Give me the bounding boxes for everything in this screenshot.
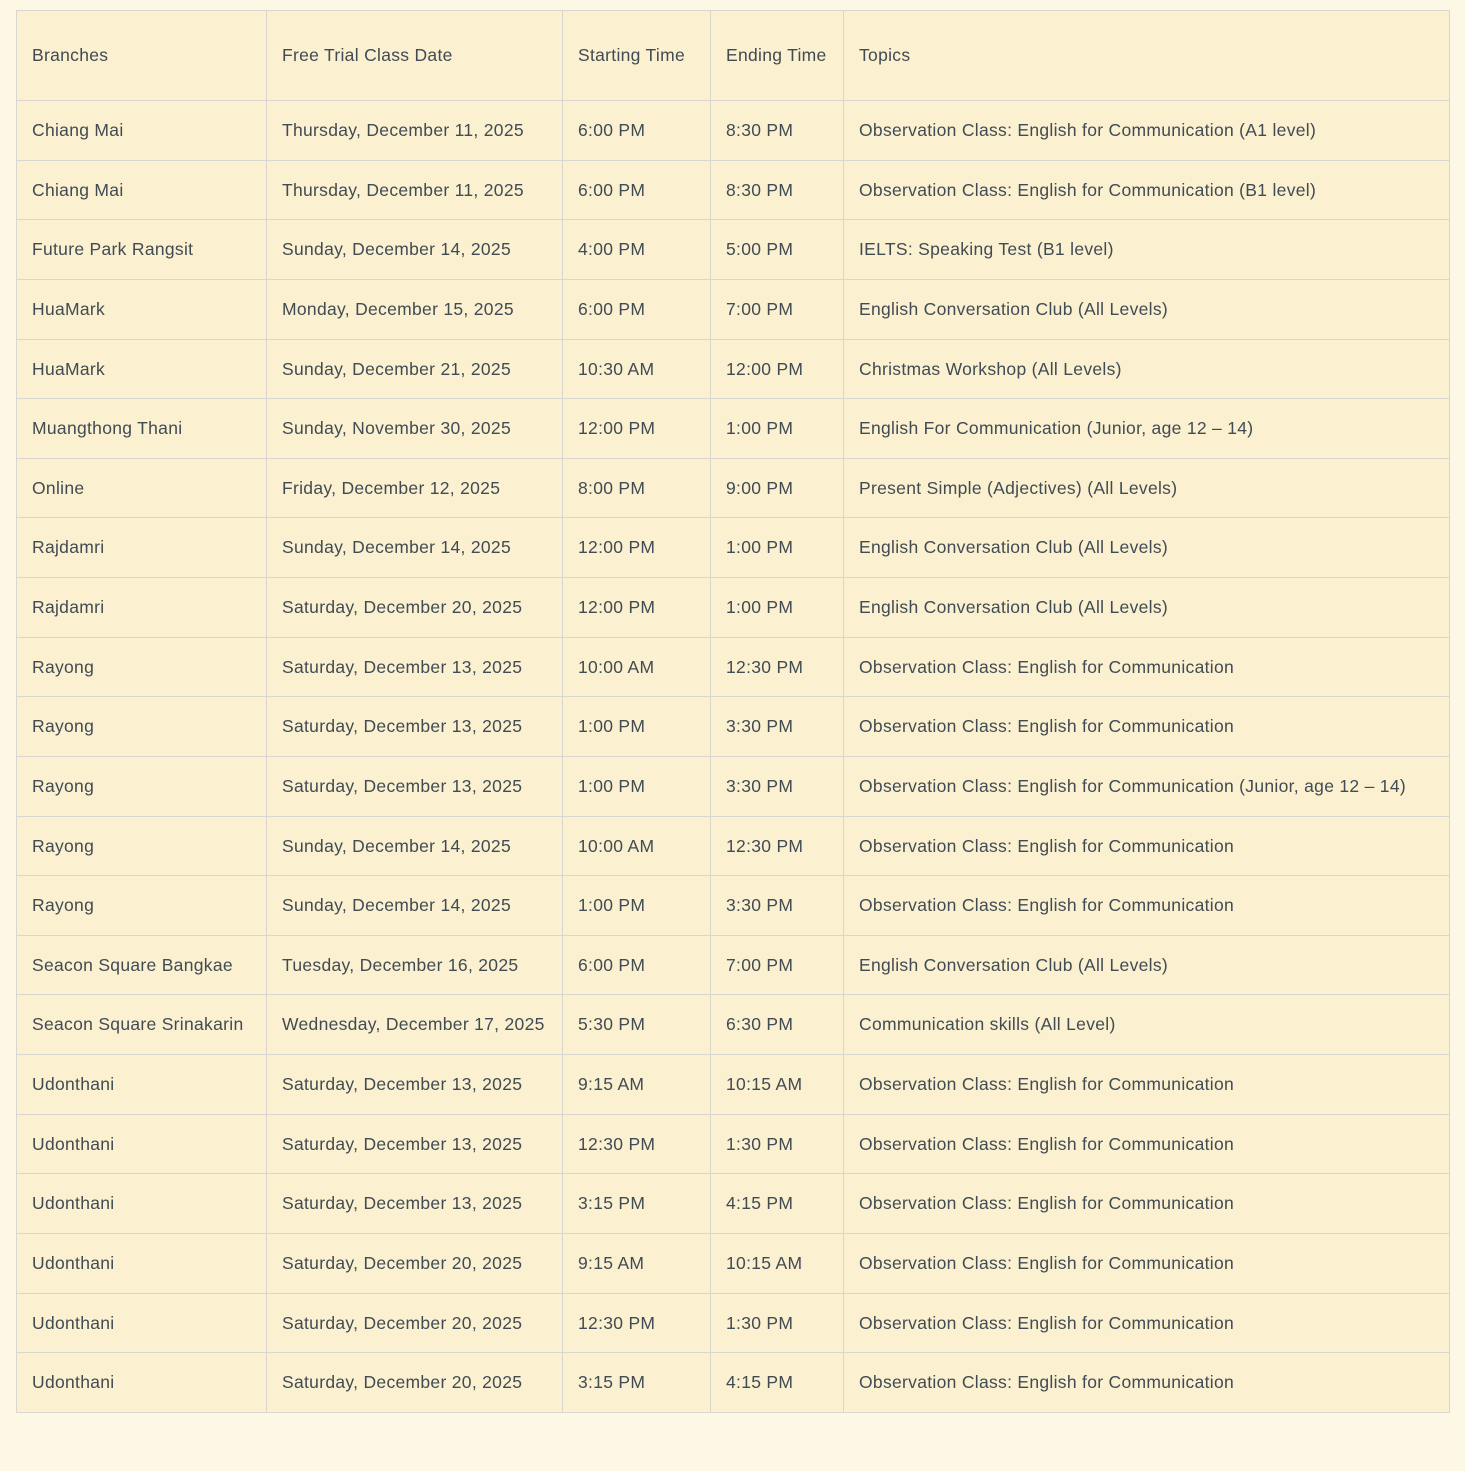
branch-cell: Udonthani (17, 1233, 267, 1293)
end-cell: 5:00 PM (711, 220, 844, 280)
table-row (17, 1174, 1450, 1234)
table-row (17, 637, 1450, 697)
table-row (17, 1114, 1450, 1174)
topic-cell: Observation Class: English for Communication (844, 1174, 1450, 1234)
date-cell: Thursday, December 11, 2025 (267, 101, 563, 161)
topic-cell: English Conversation Club (All Levels) (844, 518, 1450, 578)
start-cell: 10:00 AM (563, 637, 711, 697)
end-cell: 6:30 PM (711, 995, 844, 1055)
start-cell: 6:00 PM (563, 160, 711, 220)
start-cell: 8:00 PM (563, 458, 711, 518)
date-cell: Saturday, December 20, 2025 (267, 1233, 563, 1293)
schedule-table-body (17, 101, 1450, 1413)
topic-cell: English Conversation Club (All Levels) (844, 578, 1450, 638)
column-header-starting-time: Starting Time (563, 11, 711, 101)
start-cell: 6:00 PM (563, 279, 711, 339)
branch-cell: Rajdamri (17, 578, 267, 638)
start-cell: 6:00 PM (563, 935, 711, 995)
topic-cell: Observation Class: English for Communication (844, 1114, 1450, 1174)
start-cell: 3:15 PM (563, 1174, 711, 1234)
date-cell: Sunday, December 14, 2025 (267, 518, 563, 578)
date-cell: Sunday, December 14, 2025 (267, 220, 563, 280)
date-cell: Saturday, December 13, 2025 (267, 637, 563, 697)
end-cell: 4:15 PM (711, 1174, 844, 1234)
branch-cell: Online (17, 458, 267, 518)
topic-cell: Observation Class: English for Communication (Junior, age 12 – 14) (844, 756, 1450, 816)
branch-cell: Seacon Square Srinakarin (17, 995, 267, 1055)
end-cell: 1:00 PM (711, 399, 844, 459)
branch-cell: Rayong (17, 697, 267, 757)
table-row (17, 101, 1450, 161)
start-cell: 12:30 PM (563, 1293, 711, 1353)
column-header-date: Free Trial Class Date (267, 11, 563, 101)
topic-cell: Observation Class: English for Communication (844, 697, 1450, 757)
table-row (17, 279, 1450, 339)
date-cell: Sunday, December 14, 2025 (267, 816, 563, 876)
table-row (17, 1055, 1450, 1115)
date-cell: Saturday, December 13, 2025 (267, 697, 563, 757)
topic-cell: Christmas Workshop (All Levels) (844, 339, 1450, 399)
end-cell: 12:30 PM (711, 816, 844, 876)
start-cell: 5:30 PM (563, 995, 711, 1055)
table-row (17, 160, 1450, 220)
end-cell: 3:30 PM (711, 876, 844, 936)
start-cell: 1:00 PM (563, 697, 711, 757)
table-row (17, 756, 1450, 816)
branch-cell: Seacon Square Bangkae (17, 935, 267, 995)
branch-cell: Muangthong Thani (17, 399, 267, 459)
date-cell: Thursday, December 11, 2025 (267, 160, 563, 220)
header-row (17, 11, 1450, 101)
branch-cell: Udonthani (17, 1114, 267, 1174)
start-cell: 10:30 AM (563, 339, 711, 399)
date-cell: Monday, December 15, 2025 (267, 279, 563, 339)
topic-cell: Observation Class: English for Communication (B1 level) (844, 160, 1450, 220)
end-cell: 9:00 PM (711, 458, 844, 518)
start-cell: 12:00 PM (563, 399, 711, 459)
end-cell: 7:00 PM (711, 279, 844, 339)
date-cell: Saturday, December 20, 2025 (267, 1353, 563, 1413)
end-cell: 4:15 PM (711, 1353, 844, 1413)
table-row (17, 578, 1450, 638)
branch-cell: Rayong (17, 876, 267, 936)
table-row (17, 697, 1450, 757)
free-trial-schedule-table (16, 10, 1450, 1413)
branch-cell: Rayong (17, 756, 267, 816)
branch-cell: Udonthani (17, 1174, 267, 1234)
end-cell: 3:30 PM (711, 756, 844, 816)
topic-cell: Observation Class: English for Communication (844, 1233, 1450, 1293)
branch-cell: HuaMark (17, 279, 267, 339)
topic-cell: Observation Class: English for Communication (844, 876, 1450, 936)
branch-cell: HuaMark (17, 339, 267, 399)
start-cell: 12:00 PM (563, 578, 711, 638)
end-cell: 3:30 PM (711, 697, 844, 757)
table-row (17, 458, 1450, 518)
table-row (17, 1293, 1450, 1353)
topic-cell: English For Communication (Junior, age 12 – 14) (844, 399, 1450, 459)
date-cell: Wednesday, December 17, 2025 (267, 995, 563, 1055)
date-cell: Friday, December 12, 2025 (267, 458, 563, 518)
start-cell: 4:00 PM (563, 220, 711, 280)
end-cell: 1:30 PM (711, 1114, 844, 1174)
end-cell: 1:00 PM (711, 578, 844, 638)
topic-cell: English Conversation Club (All Levels) (844, 279, 1450, 339)
branch-cell: Udonthani (17, 1293, 267, 1353)
table-row (17, 220, 1450, 280)
date-cell: Saturday, December 13, 2025 (267, 1114, 563, 1174)
topic-cell: Observation Class: English for Communication (A1 level) (844, 101, 1450, 161)
table-row (17, 935, 1450, 995)
start-cell: 10:00 AM (563, 816, 711, 876)
column-header-branches: Branches (17, 11, 267, 101)
end-cell: 12:00 PM (711, 339, 844, 399)
start-cell: 12:00 PM (563, 518, 711, 578)
table-row (17, 339, 1450, 399)
branch-cell: Chiang Mai (17, 160, 267, 220)
date-cell: Sunday, November 30, 2025 (267, 399, 563, 459)
start-cell: 9:15 AM (563, 1055, 711, 1115)
date-cell: Saturday, December 13, 2025 (267, 756, 563, 816)
date-cell: Saturday, December 13, 2025 (267, 1174, 563, 1234)
topic-cell: Observation Class: English for Communication (844, 1293, 1450, 1353)
table-row (17, 518, 1450, 578)
column-header-ending-time: Ending Time (711, 11, 844, 101)
end-cell: 8:30 PM (711, 101, 844, 161)
topic-cell: Communication skills (All Level) (844, 995, 1450, 1055)
branch-cell: Udonthani (17, 1055, 267, 1115)
table-row (17, 1353, 1450, 1413)
topic-cell: Observation Class: English for Communication (844, 816, 1450, 876)
topic-cell: IELTS: Speaking Test (B1 level) (844, 220, 1450, 280)
topic-cell: Observation Class: English for Communication (844, 1353, 1450, 1413)
start-cell: 9:15 AM (563, 1233, 711, 1293)
date-cell: Sunday, December 14, 2025 (267, 876, 563, 936)
start-cell: 3:15 PM (563, 1353, 711, 1413)
start-cell: 1:00 PM (563, 876, 711, 936)
branch-cell: Udonthani (17, 1353, 267, 1413)
table-row (17, 399, 1450, 459)
table-row (17, 995, 1450, 1055)
end-cell: 10:15 AM (711, 1055, 844, 1115)
column-header-topics: Topics (844, 11, 1450, 101)
end-cell: 10:15 AM (711, 1233, 844, 1293)
topic-cell: Present Simple (Adjectives) (All Levels) (844, 458, 1450, 518)
topic-cell: English Conversation Club (All Levels) (844, 935, 1450, 995)
date-cell: Sunday, December 21, 2025 (267, 339, 563, 399)
end-cell: 12:30 PM (711, 637, 844, 697)
table-row (17, 816, 1450, 876)
table-row (17, 876, 1450, 936)
start-cell: 12:30 PM (563, 1114, 711, 1174)
date-cell: Saturday, December 13, 2025 (267, 1055, 563, 1115)
branch-cell: Rajdamri (17, 518, 267, 578)
start-cell: 6:00 PM (563, 101, 711, 161)
end-cell: 7:00 PM (711, 935, 844, 995)
end-cell: 8:30 PM (711, 160, 844, 220)
branch-cell: Chiang Mai (17, 101, 267, 161)
topic-cell: Observation Class: English for Communication (844, 1055, 1450, 1115)
topic-cell: Observation Class: English for Communication (844, 637, 1450, 697)
branch-cell: Rayong (17, 637, 267, 697)
branch-cell: Future Park Rangsit (17, 220, 267, 280)
date-cell: Saturday, December 20, 2025 (267, 1293, 563, 1353)
start-cell: 1:00 PM (563, 756, 711, 816)
branch-cell: Rayong (17, 816, 267, 876)
date-cell: Tuesday, December 16, 2025 (267, 935, 563, 995)
end-cell: 1:30 PM (711, 1293, 844, 1353)
table-row (17, 1233, 1450, 1293)
end-cell: 1:00 PM (711, 518, 844, 578)
date-cell: Saturday, December 20, 2025 (267, 578, 563, 638)
